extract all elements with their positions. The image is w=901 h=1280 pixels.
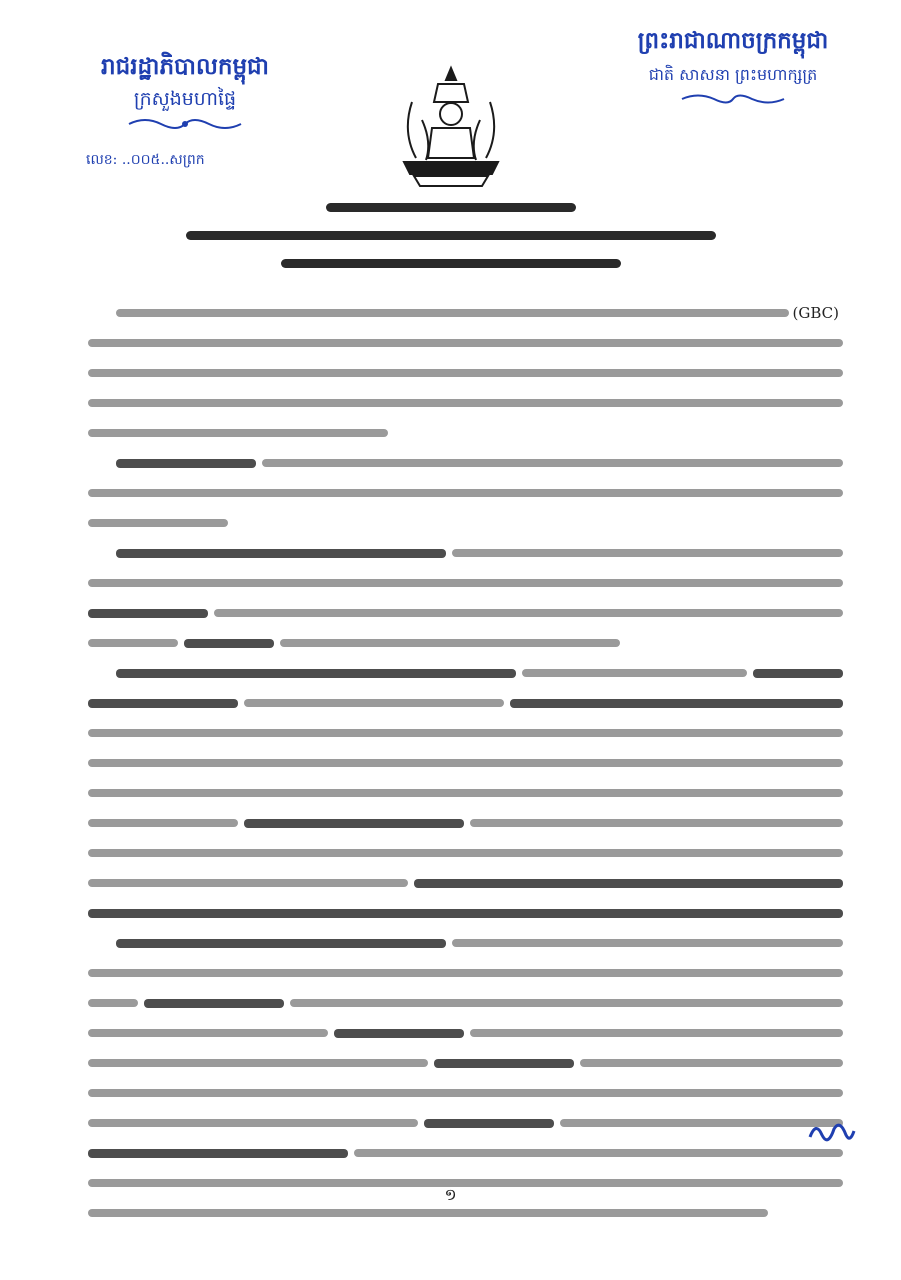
document-title	[0, 203, 901, 268]
text-line	[88, 688, 843, 718]
text-line	[88, 538, 843, 568]
title-line	[326, 203, 576, 212]
text-line	[88, 868, 843, 898]
text-line	[88, 508, 843, 538]
national-motto: ជាតិ សាសនា ព្រះមហាក្សត្រ	[648, 65, 818, 84]
ministry-letterhead	[70, 52, 300, 132]
organisation-abbreviation: (GBC)	[792, 304, 839, 322]
text-line	[88, 1108, 843, 1138]
document-body	[88, 298, 843, 1228]
text-line	[88, 1018, 843, 1048]
text-line	[88, 478, 843, 508]
text-line	[88, 958, 843, 988]
text-line	[88, 568, 843, 598]
title-line	[281, 259, 621, 268]
government-name: រាជរដ្ឋាភិបាលកម្ពុជា	[101, 53, 269, 80]
text-line	[88, 358, 843, 388]
text-line	[88, 1138, 843, 1168]
text-line	[88, 718, 843, 748]
text-line	[88, 388, 843, 418]
kingdom-name: ព្រះរាជាណាចក្រកម្ពុជា	[637, 27, 829, 54]
text-line	[88, 838, 843, 868]
text-line	[88, 778, 843, 808]
ornament-icon	[678, 92, 788, 106]
page-number: ១	[444, 1185, 457, 1204]
text-line	[88, 898, 843, 928]
royal-emblem-icon	[382, 62, 520, 190]
text-line	[88, 1048, 843, 1078]
text-line	[88, 988, 843, 1018]
text-line	[88, 658, 843, 688]
text-line	[88, 628, 843, 658]
text-line	[88, 328, 843, 358]
title-line	[186, 231, 716, 240]
text-line	[88, 298, 843, 328]
text-line	[88, 808, 843, 838]
ministry-name: ក្រសួងមហាផ្ទៃ	[133, 88, 237, 110]
text-line	[88, 748, 843, 778]
kingdom-letterhead	[598, 26, 868, 106]
text-line	[88, 418, 843, 448]
initials-mark-icon	[806, 1117, 858, 1147]
ornament-icon	[125, 116, 245, 132]
text-line	[88, 448, 843, 478]
text-line	[88, 1078, 843, 1108]
text-line	[88, 928, 843, 958]
text-line	[88, 598, 843, 628]
reference-number: លេខ: ..០០៥..សព្រក	[86, 152, 205, 168]
